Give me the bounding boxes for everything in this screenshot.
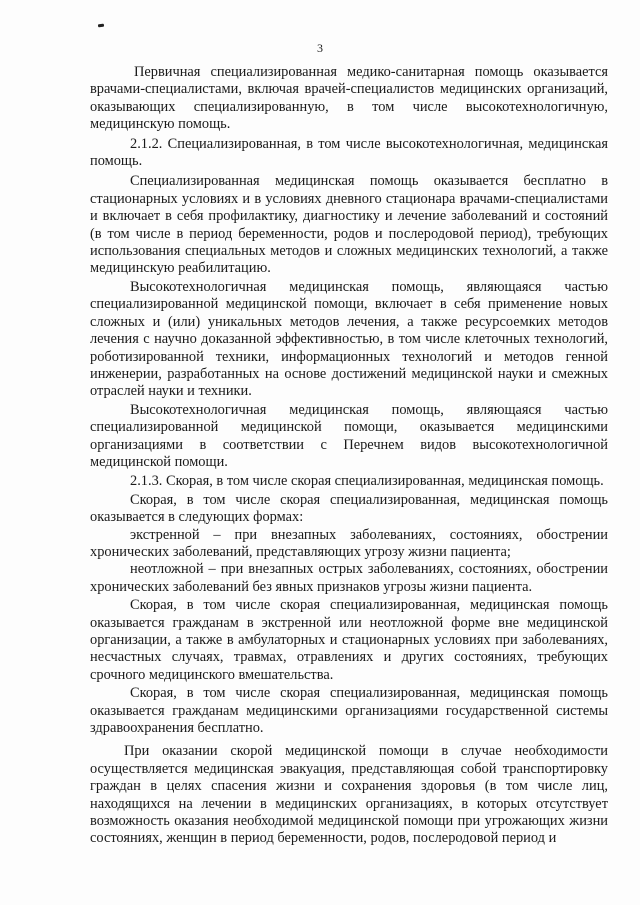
scan-speck (98, 24, 104, 28)
list-item-urgent: экстренной – при внезапных заболеваниях, состояниях, обострении хронических заболеваний, представляющих угрозу жизни пациента; (90, 526, 608, 560)
paragraph-high-tech-methods: Высокотехнологичная медицинская помощь, являющаяся частью специализированной медицинской помощи, включает в себя применение новых сложных и (или) уникальных методов лечения, а также ресурсоемких методов лечения с научно доказанной эффективностью, в том числе клеточных технологий, роботизированной техники, информационных технологий и методов генной инженерии, разработанных на основе достижений медицинской науки и смежных отраслей науки и техники. (90, 278, 608, 400)
paragraph-primary-care: Первичная специализированная медико-санитарная помощь оказывается врачами-специалистами, включая врачей-специалистов медицинских организаций, оказывающих специализированную, в том числе высокотехнологичную, медицинскую помощь. (90, 64, 608, 133)
list-item-non-urgent: неотложной – при внезапных острых заболеваниях, состояниях, обострении хронических заболеваний без явных признаков угрозы жизни пациента. (90, 561, 608, 595)
paragraph-emergency-forms: Скорая, в том числе скорая специализированная, медицинская помощь оказывается в следующих формах: (90, 491, 608, 526)
paragraph-medical-evacuation: При оказании скорой медицинской помощи в случае необходимости осуществляется медицинская эвакуация, представляющая собой транспортировку граждан в целях спасения жизни и сохранения здоровья (в том числе лиц, находящихся на лечении в медицинских организациях, в которых отсутствует возможность оказания необходимой медицинской помощи при угрожающих жизни состояниях, женщин в период беременности, родов, послеродовой период и (90, 743, 608, 847)
paragraph-high-tech-list: Высокотехнологичная медицинская помощь, являющаяся частью специализированной медицинской помощи, оказывается медицинскими организациями в соответствии с Перечнем видов высокотехнологичной медицинской помощи. (90, 401, 608, 470)
paragraph-emergency-settings: Скорая, в том числе скорая специализированная, медицинская помощь оказывается гражданам в экстренной или неотложной форме вне медицинской организации, а также в амбулаторных и стационарных условиях при заболеваниях, несчастных случаях, травмах, отравлениях и других состояниях, требующих срочного медицинского вмешательства. (90, 597, 608, 683)
section-heading-2-1-2: 2.1.2. Специализированная, в том числе высокотехнологичная, медицинская помощь. (90, 135, 608, 170)
paragraph-emergency-free: Скорая, в том числе скорая специализированная, медицинская помощь оказывается гражданам медицинскими организациями государственной системы здравоохранения бесплатно. (90, 685, 608, 737)
document-body (90, 64, 608, 848)
paragraph-specialized-care: Специализированная медицинская помощь оказывается бесплатно в стационарных условиях и в условиях дневного стационара врачами-специалистами и включает в себя профилактику, диагностику и лечение заболеваний и состояний (в том числе в период беременности, родов и послеродовой период), требующих использования специальных методов и сложных медицинских технологий, а также медицинскую реабилитацию. (90, 173, 608, 277)
section-heading-2-1-3: 2.1.3. Скорая, в том числе скорая специализированная, медицинская помощь. (130, 473, 604, 490)
page-number: 3 (317, 41, 323, 55)
